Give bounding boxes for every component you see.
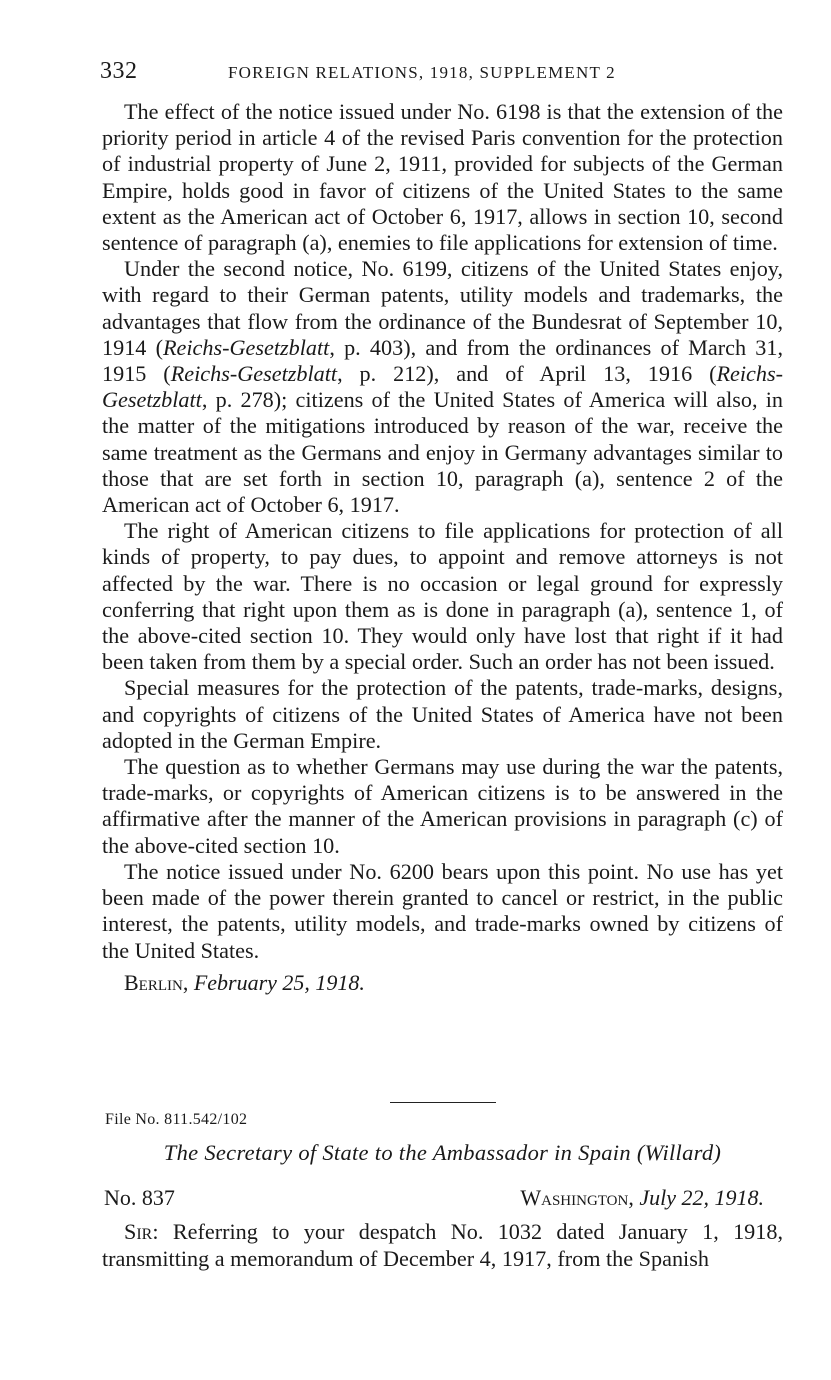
- paragraph-5: The question as to whether Germans may use during the war the patents, trade-marks, or copyrights of American citizens is to be answered in the affirmative after the manner of the American provisions in paragraph (c) of the above-cited section 10.: [102, 754, 783, 858]
- paragraph-1: The effect of the notice issued under No. 6198 is that the extension of the priority period in article 4 of the revised Paris convention for the protection of industrial property of June 2, 1911, provided for subjects of the German Empire, holds good in favor of citizens of the United States to the same extent as the American act of October 6, 1917, allows in section 10, second sentence of paragraph (a), enemies to file applications for extension of time.: [102, 99, 783, 256]
- page-number: 332: [100, 58, 138, 84]
- section-divider: [390, 1102, 496, 1103]
- despatch-place: Washington: [520, 1185, 629, 1210]
- despatch-line: [104, 1185, 764, 1213]
- paragraph-2-text-b: , p. 403), and from the ordinances of March 31, 1915 (: [102, 334, 784, 387]
- main-text: [102, 99, 783, 996]
- salutation: Sir: [124, 1219, 153, 1244]
- paragraph-2-text-a: Under the second notice, No. 6199, citizens of the United States enjoy, with regard to their German patents, utility models and trademarks, the advantages that flow from the ordinance of the Bundesrat of September 10, 1914 (: [102, 256, 783, 360]
- dateline-place: Berlin: [124, 969, 183, 995]
- dateline: Berlin, February 25, 1918.: [124, 969, 365, 995]
- running-head: [100, 58, 790, 88]
- document-heading: [102, 1140, 783, 1166]
- document-heading-addressee: (Willard): [636, 1140, 722, 1165]
- paragraph-3: The right of American citizens to file applications for protection of all kinds of property, to pay dues, to appoint and remove attorneys is not affected by the war. There is no occasion or legal ground for expressly conferring that right upon them as is done in paragraph (a), sentence 1, of the above-cited section 10. They would only have lost that right if it had been taken from them by a special order. Such an order has not been issued.: [102, 518, 783, 675]
- citation-reichs-gesetzblatt-1: Reichs-Gesetzblatt: [162, 334, 330, 360]
- paragraph-6: The notice issued under No. 6200 bears upon this point. No use has yet been made of the power therein granted to cancel or restrict, in the public interest, the patents, utility models, and trade-marks owned by citizens of the United States.: [102, 858, 783, 963]
- running-title: FOREIGN RELATIONS, 1918, SUPPLEMENT 2: [228, 63, 616, 82]
- letter-text: : Referring to your despatch No. 1032 dated January 1, 1918, transmitting a memorandum of December 4, 1917, from the Spanish: [102, 1219, 783, 1271]
- letter-body: [102, 1219, 783, 1272]
- citation-reichs-gesetzblatt-3: Reichs-Gesetzblatt: [102, 361, 783, 413]
- citation-reichs-gesetzblatt-2: Reichs-Gesetzblatt: [170, 361, 338, 387]
- letter-paragraph-1: [102, 1219, 783, 1272]
- despatch-place-date: Washington, July 22, 1918.: [520, 1185, 764, 1210]
- file-number: File No. 811.542/102: [105, 1111, 248, 1128]
- dateline-date: February 25, 1918.: [193, 969, 365, 995]
- paragraph-2-text-d: , p. 278); citizens of the United States of America will also, in the matter of the mitigations introduced by reason of the war, receive the same treatment as the Germans and enjoy in Germany advantages similar to those that are set forth in section 10, paragraph (a), sentence 2 of the American act of October 6, 1917.: [102, 387, 783, 518]
- paragraph-4: Special measures for the protection of the patents, trade-marks, designs, and copyrights of citizens of the United States of America have not been adopted in the German Empire.: [102, 675, 783, 753]
- paragraph-2: [102, 256, 783, 518]
- despatch-number: No. 837: [104, 1185, 175, 1210]
- paragraph-2-text-c: , p. 212), and of April 13, 1916 (: [337, 361, 717, 387]
- despatch-date: July 22, 1918.: [639, 1185, 764, 1210]
- document-heading-title: The Secretary of State to the Ambassador in Spain: [163, 1140, 631, 1165]
